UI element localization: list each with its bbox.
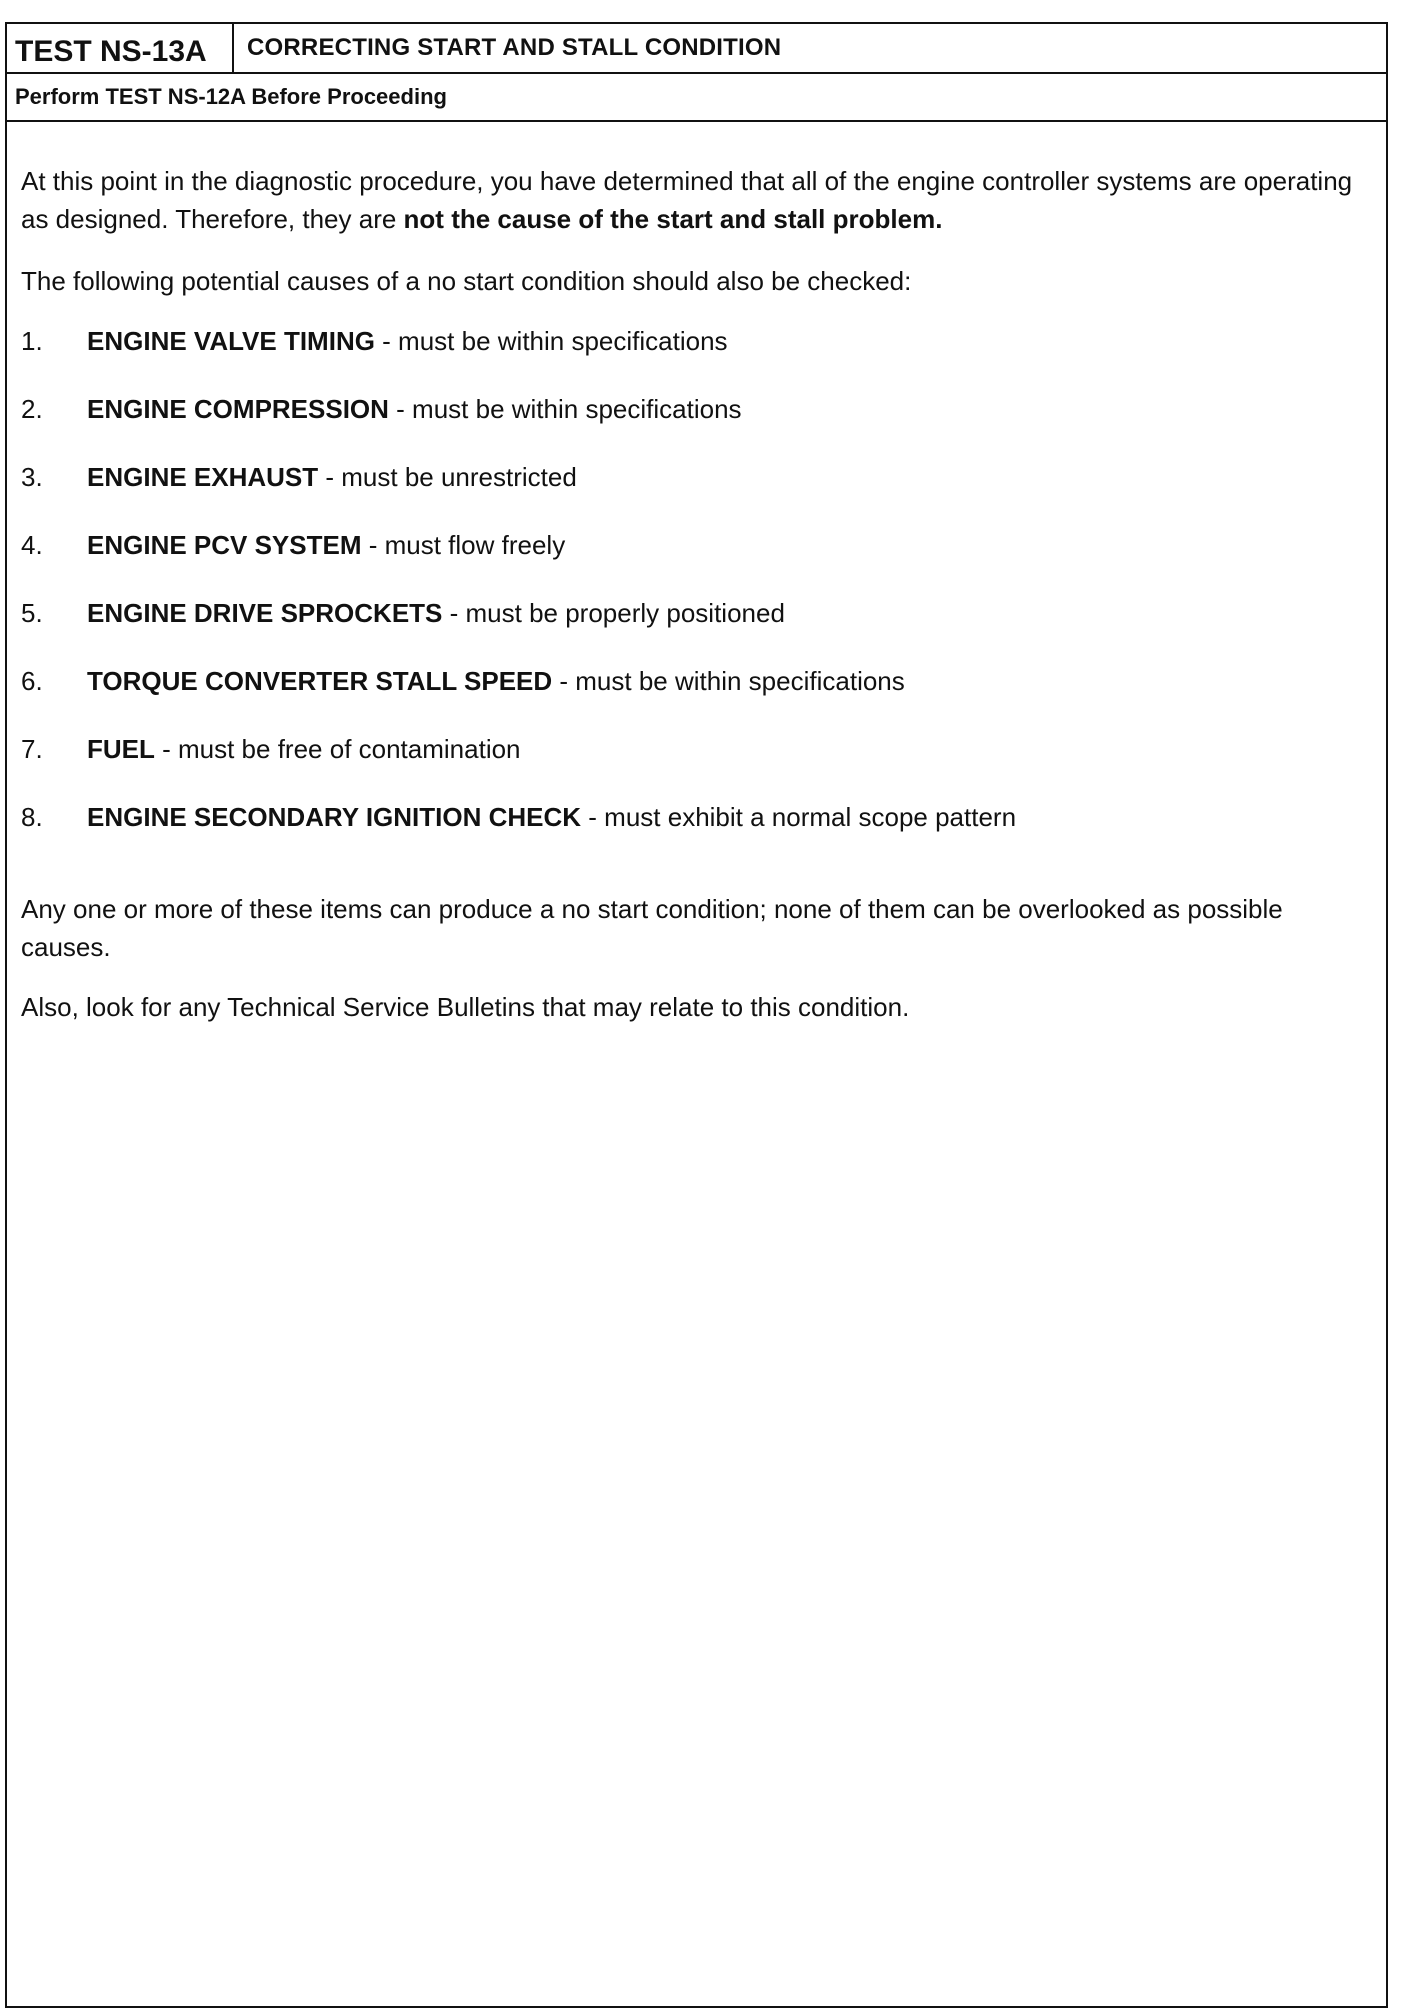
prerequisite-note: Perform TEST NS-12A Before Proceeding [7,74,1386,122]
item-label: ENGINE PCV SYSTEM [87,530,362,560]
item-number: 4. [21,530,43,560]
list-item [21,730,1356,798]
list-item [21,526,1356,594]
document-page [5,22,1388,2008]
bulletin-paragraph: Also, look for any Technical Service Bulletins that may relate to this condition. [21,992,910,1022]
item-detail: - must be within specifications [552,666,905,696]
item-detail: - must be unrestricted [318,462,577,492]
closing-paragraph: Any one or more of these items can produce a no start condition; none of them can be overlooked as possible causes. [21,894,1283,962]
causes-list [21,322,1356,866]
list-item [21,798,1356,866]
item-detail: - must exhibit a normal scope pattern [581,802,1017,832]
list-item [21,594,1356,662]
item-detail: - must flow freely [361,530,566,560]
test-header [7,24,1386,74]
item-label: FUEL [87,734,155,764]
item-number: 3. [21,462,43,492]
list-item [21,458,1356,526]
list-item [21,390,1356,458]
item-label: ENGINE DRIVE SPROCKETS [87,598,443,628]
item-number: 1. [21,326,43,356]
list-item [21,662,1356,730]
item-detail: - must be properly positioned [442,598,785,628]
document-body [7,122,1386,1048]
item-number: 8. [21,802,43,832]
intro-text: At this point in the diagnostic procedure, you have determined that all of the engine controller systems are operating as designed. Therefore, they are [21,166,1353,234]
item-label: TORQUE CONVERTER STALL SPEED [87,666,553,696]
list-item [21,322,1356,390]
test-id: TEST NS-13A [7,24,234,72]
test-title: CORRECTING START AND STALL CONDITION [247,34,782,61]
item-label: ENGINE COMPRESSION [87,394,389,424]
intro-emphasis: not the cause of the start and stall problem. [403,204,943,234]
item-label: ENGINE VALVE TIMING [87,326,375,356]
item-detail: - must be free of contamination [154,734,521,764]
item-label: ENGINE SECONDARY IGNITION CHECK [87,802,582,832]
item-number: 7. [21,734,43,764]
item-label: ENGINE EXHAUST [87,462,319,492]
intro-paragraph [21,162,1356,238]
item-number: 6. [21,666,43,696]
item-detail: - must be within specifications [388,394,742,424]
item-number: 2. [21,394,43,424]
item-number: 5. [21,598,43,628]
item-detail: - must be within specifications [374,326,728,356]
list-intro: The following potential causes of a no start condition should also be checked: [21,266,912,296]
